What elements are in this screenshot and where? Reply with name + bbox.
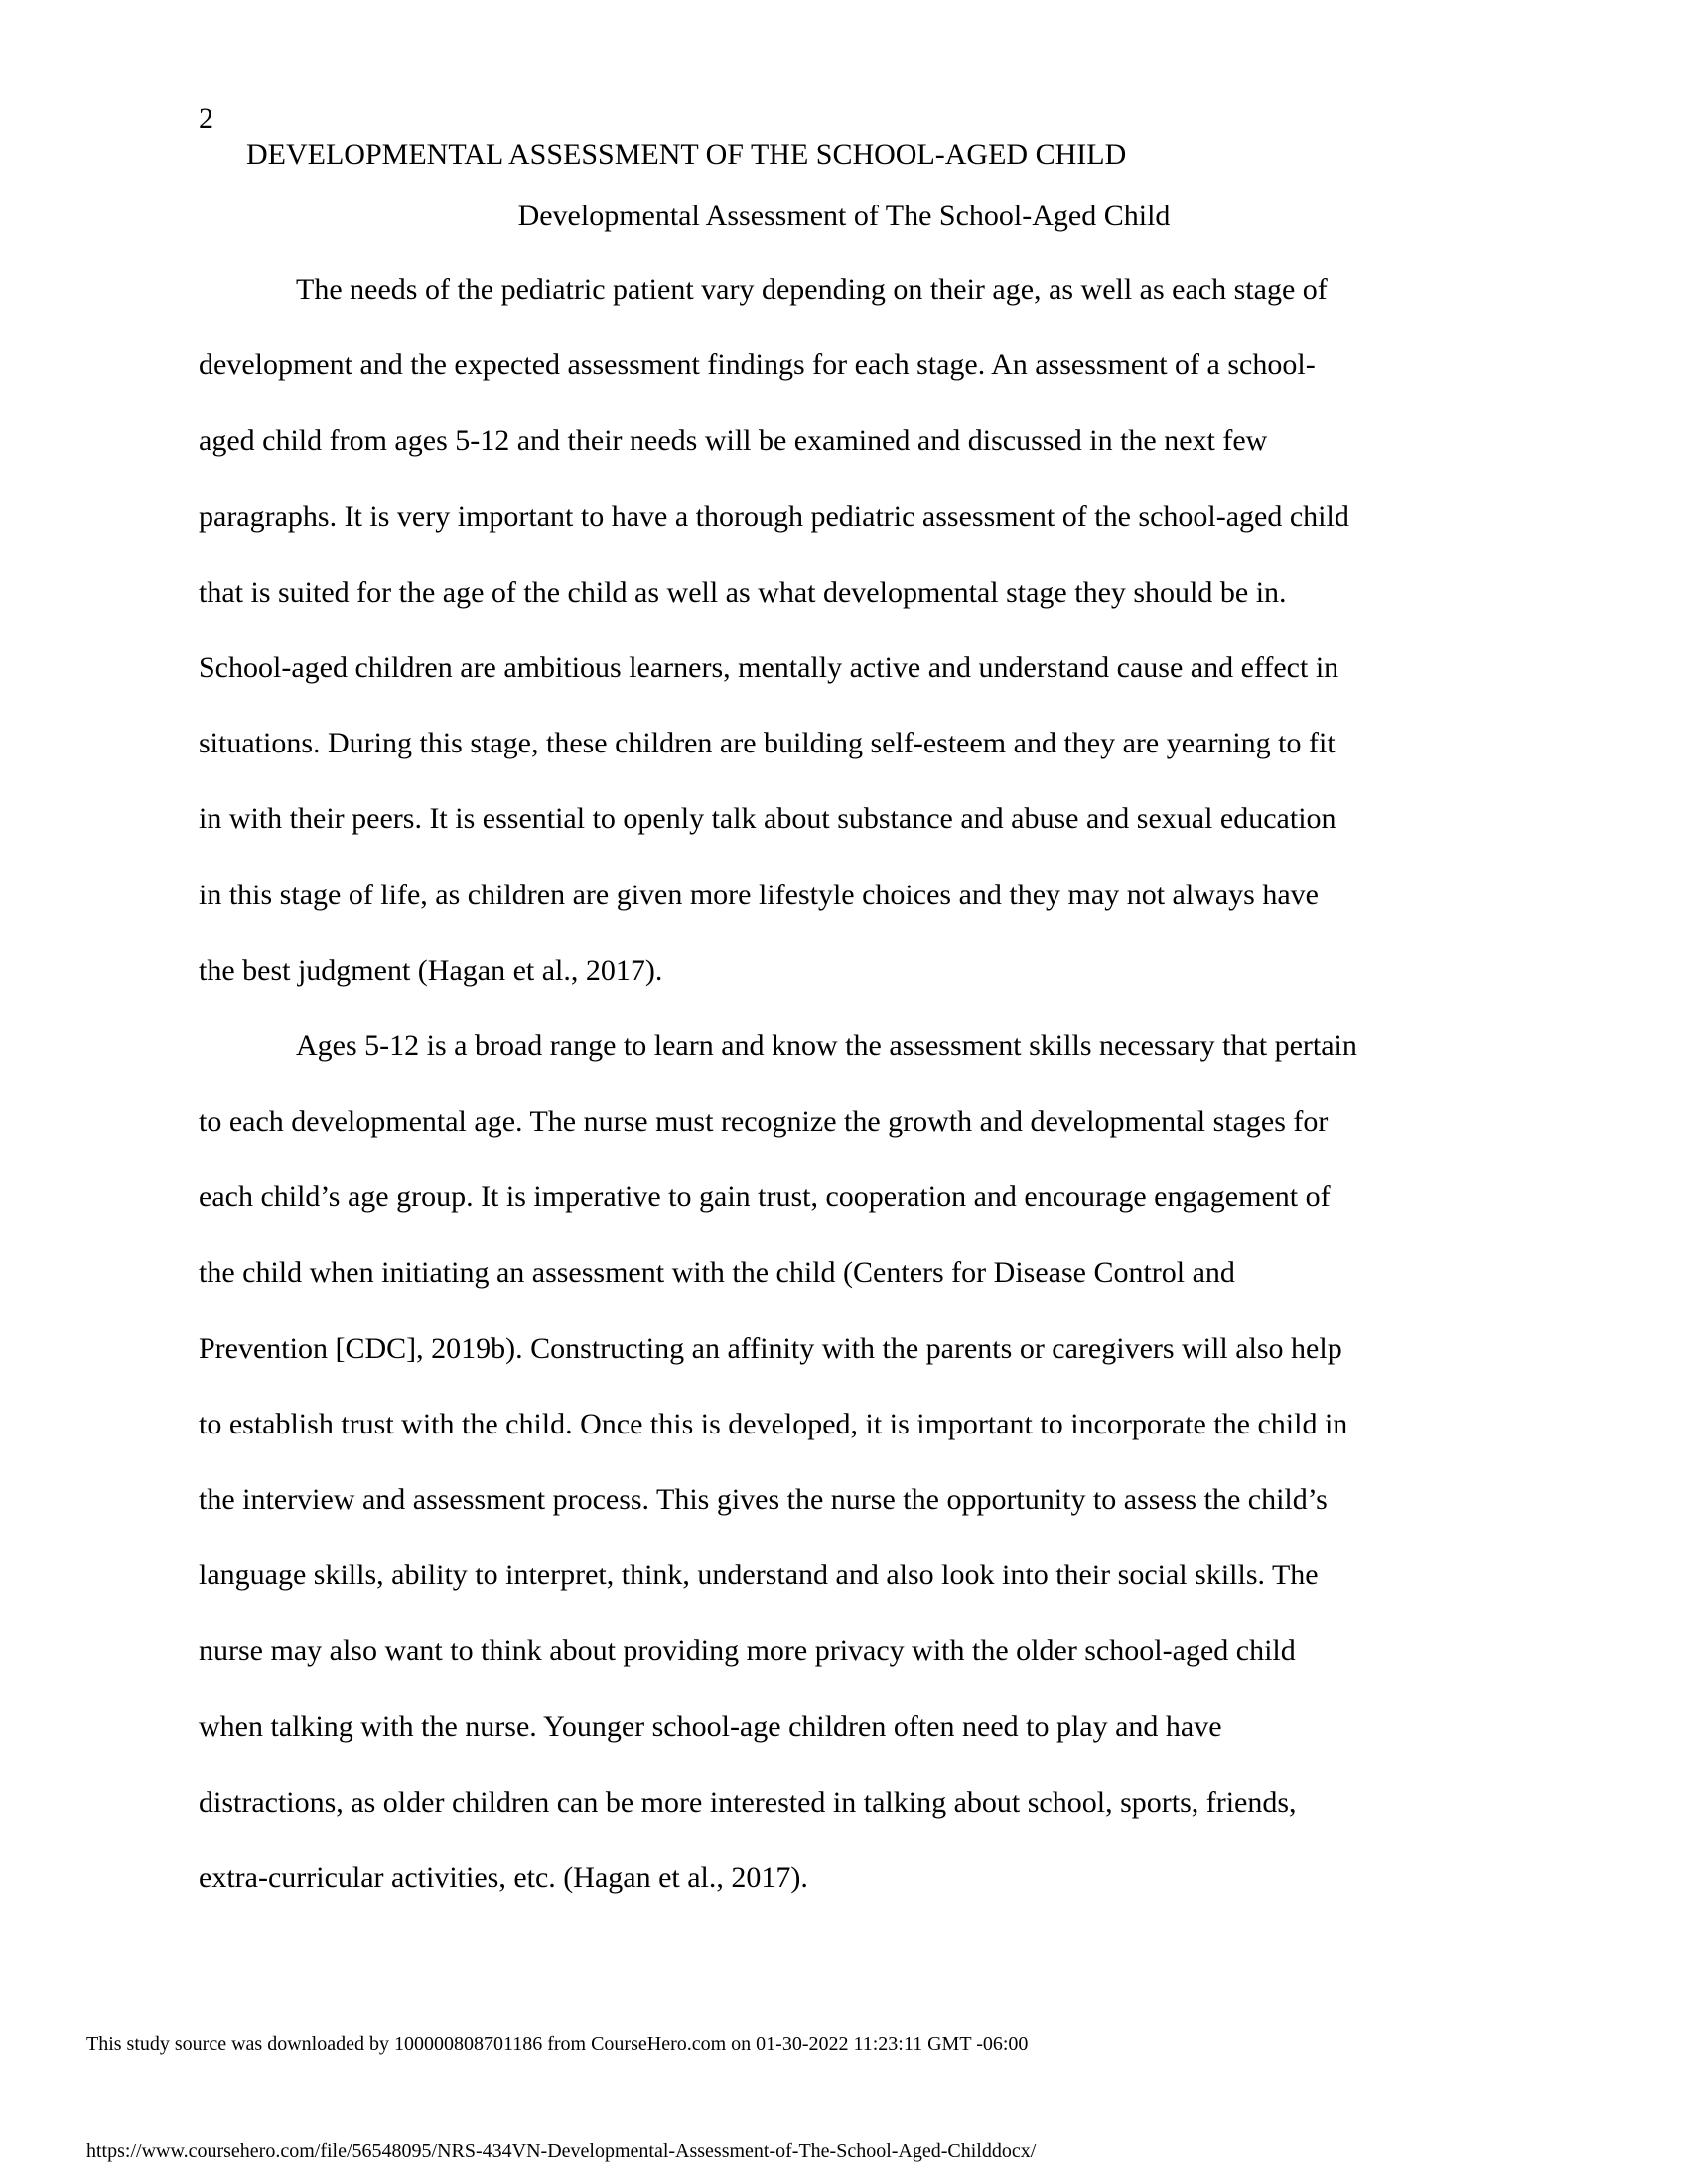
source-url: https://www.coursehero.com/file/56548095/NRS-434VN-Developmental-Assessment-of-The-School-Aged-Childdocx/	[86, 2140, 1037, 2162]
paragraph-line: in with their peers. It is essential to openly talk about substance and abuse and sexual education	[199, 802, 1336, 836]
paragraph-line: when talking with the nurse. Younger school-age children often need to play and have	[199, 1709, 1222, 1743]
page-number: 2	[199, 102, 213, 135]
paragraph-line: in this stage of life, as children are given more lifestyle choices and they may not always have	[199, 878, 1319, 911]
paragraph-line: situations. During this stage, these children are building self-esteem and they are yearning to fit	[199, 727, 1336, 760]
paragraph-line: The needs of the pediatric patient vary depending on their age, as well as each stage of	[296, 273, 1328, 306]
paragraph-line: language skills, ability to interpret, think, understand and also look into their social skills. The	[199, 1559, 1319, 1592]
paragraph-line: nurse may also want to think about providing more privacy with the older school-aged child	[199, 1634, 1296, 1668]
running-head: DEVELOPMENTAL ASSESSMENT OF THE SCHOOL-AGED CHILD	[246, 138, 1127, 171]
paragraph-line: to each developmental age. The nurse must recognize the growth and developmental stages for	[199, 1105, 1329, 1139]
document-body	[199, 272, 1509, 1936]
download-source-note: This study source was downloaded by 100000808701186 from CourseHero.com on 01-30-2022 11:23:11 GMT -06:00	[86, 2033, 1029, 2055]
paragraph-2	[199, 1028, 1509, 1936]
paragraph-line: that is suited for the age of the child as well as what developmental stage they should be in.	[199, 575, 1287, 609]
paragraph-line: to establish trust with the child. Once this is developed, it is important to incorporate the child in	[199, 1407, 1348, 1440]
paragraph-line: paragraphs. It is very important to have a thorough pediatric assessment of the school-aged child	[199, 499, 1349, 533]
paragraph-line: Prevention [CDC], 2019b). Constructing an affinity with the parents or caregivers will also help	[199, 1331, 1342, 1365]
paragraph-line: the best judgment (Hagan et al., 2017).	[199, 953, 663, 987]
paragraph-line: aged child from ages 5-12 and their needs will be examined and discussed in the next few	[199, 424, 1268, 458]
paragraph-line: Ages 5-12 is a broad range to learn and know the assessment skills necessary that pertain	[296, 1028, 1357, 1062]
paragraph-1	[199, 272, 1509, 1028]
paragraph-line: development and the expected assessment findings for each stage. An assessment of a school-	[199, 348, 1316, 382]
paragraph-line: School-aged children are ambitious learners, mentally active and understand cause and effect in	[199, 650, 1339, 684]
paragraph-line: each child’s age group. It is imperative to gain trust, cooperation and encourage engagement of	[199, 1180, 1331, 1214]
document-title: Developmental Assessment of The School-Aged Child	[517, 200, 1171, 232]
paragraph-line: distractions, as older children can be more interested in talking about school, sports, friends,	[199, 1785, 1297, 1819]
paragraph-line: the interview and assessment process. This gives the nurse the opportunity to assess the child’s	[199, 1483, 1328, 1516]
paragraph-line: extra-curricular activities, etc. (Hagan et al., 2017).	[199, 1860, 808, 1894]
paragraph-line: the child when initiating an assessment with the child (Centers for Disease Control and	[199, 1256, 1235, 1290]
